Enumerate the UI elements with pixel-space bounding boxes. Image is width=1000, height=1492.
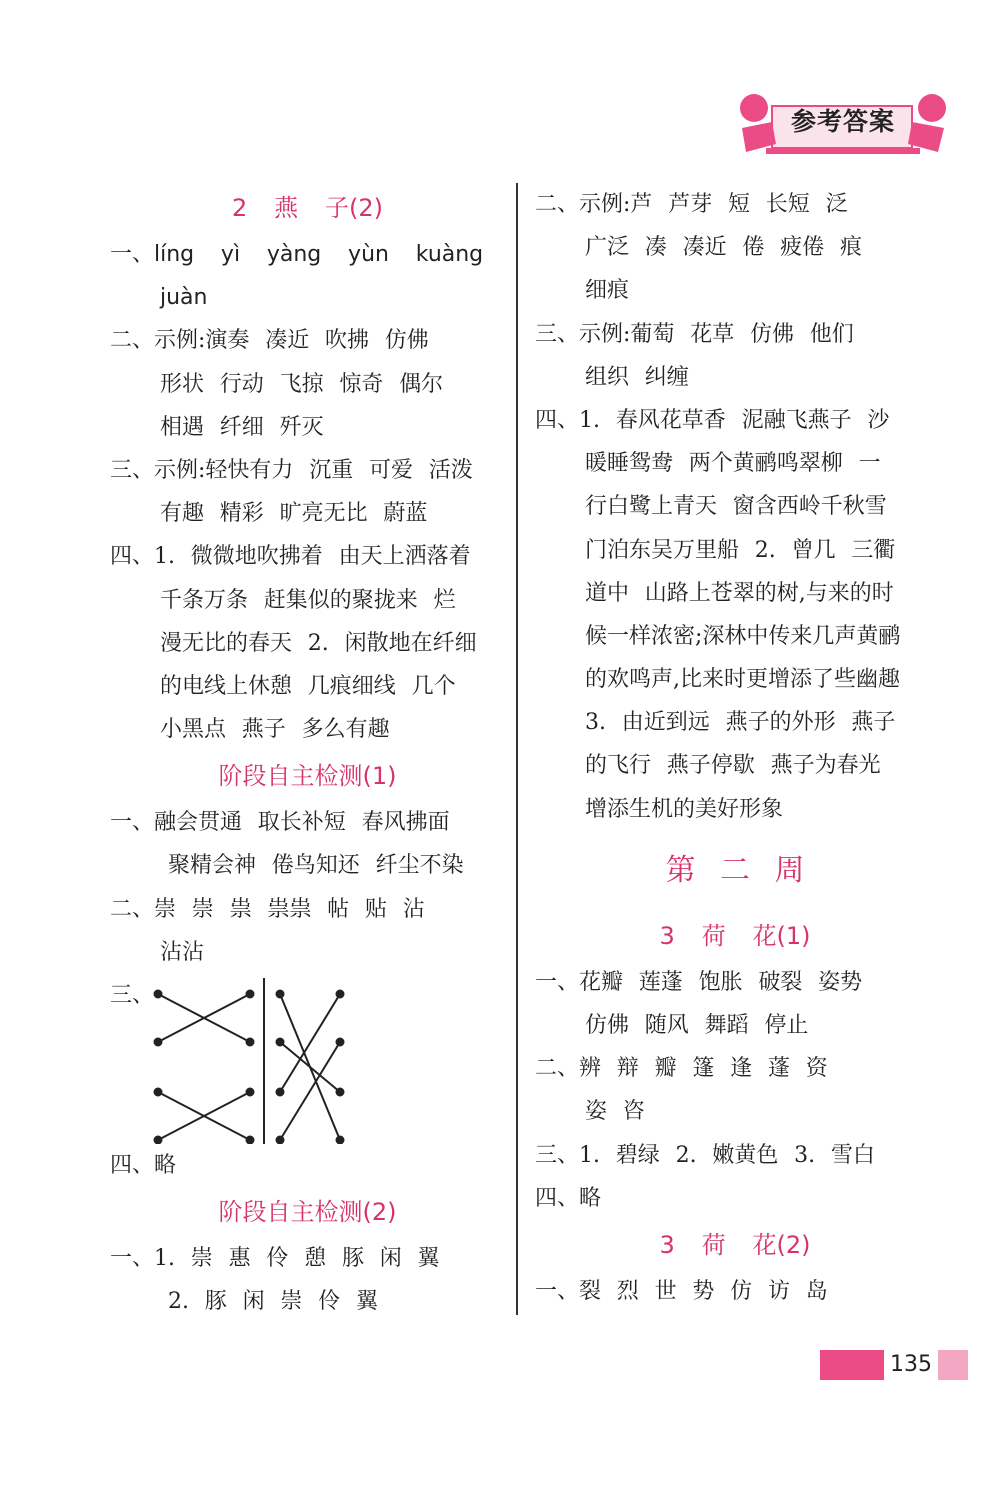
answer-line: 有趣 精彩 旷亮无比 蔚蓝 [160, 501, 428, 527]
answer-line: 聚精会神 倦鸟知还 纤尘不染 [168, 853, 464, 879]
section-heading: 阶段自主检测(1) [218, 762, 397, 791]
answer-line: 四、略 [535, 1185, 602, 1211]
answer-line: juàn [160, 285, 208, 311]
answer-line: 三、示例:葡萄 花草 仿佛 他们 [535, 321, 854, 347]
page-number-area [820, 1346, 970, 1384]
answer-line: 二、示例:芦 芦芽 短 长短 泛 [535, 192, 848, 217]
answer-line: 千条万条 赶集似的聚拢来 烂 [160, 587, 456, 613]
answer-line: 形状 行动 飞掠 惊奇 偶尔 [160, 371, 444, 397]
answer-line: 的飞行 燕子停歇 燕子为春光 [585, 753, 881, 779]
answer-line: 3. 由近到远 燕子的外形 燕子 [585, 710, 896, 736]
answer-line: 一、融会贯通 取长补短 春风拂面 [110, 810, 450, 836]
answer-line: 一、裂 烈 世 势 仿 访 岛 [535, 1278, 828, 1304]
answer-line: 一、花瓣 莲蓬 饱胀 破裂 姿势 [535, 969, 863, 995]
answer-line: 四、1. 微微地吹拂着 由天上洒落着 [110, 544, 471, 570]
answer-line: 暖睡鸳鸯 两个黄鹂鸣翠柳 一 [585, 451, 881, 477]
answer-line: 姿 咨 [585, 1099, 645, 1125]
answer-line: 四、略 [110, 1153, 177, 1178]
answer-line: 门泊东吴万里船 2. 曾几 三衢 [585, 537, 896, 563]
answer-line: 行白鹭上青天 窗含西岭千秋雪 [585, 494, 887, 520]
left-column [110, 183, 505, 1324]
answer-key-badge [732, 92, 954, 158]
answer-line: 二、示例:演奏 凑近 吹拂 仿佛 [110, 328, 429, 354]
answer-line: 小黑点 燕子 多么有趣 [160, 717, 390, 743]
answer-line: 四、1. 春风花草香 泥融飞燕子 沙 [535, 407, 890, 433]
column-divider [516, 183, 518, 1315]
answer-line: 沾沾 [160, 939, 205, 965]
answer-line: 2. 豚 闲 崇 伶 翼 [168, 1289, 378, 1315]
answer-line: 漫无比的春天 2. 闲散地在纤细 [160, 630, 477, 656]
answer-line: 三、示例:轻快有力 沉重 可爱 活泼 [110, 457, 473, 483]
section-heading: 3 荷 花(2) [659, 1230, 811, 1259]
answer-line: 一、1. 崇 惠 伶 憩 豚 闲 翼 [110, 1246, 440, 1272]
answer-line: 一、líng yì yàng yùn kuàng [110, 242, 484, 267]
section-heading: 2 燕 子(2) [232, 194, 383, 222]
week-heading: 第 二 周 [665, 852, 805, 888]
answer-line: 广泛 凑 凑近 倦 疲倦 痕 [585, 235, 862, 261]
right-column [535, 183, 935, 1313]
page-number: 135 [890, 1352, 932, 1377]
badge-title: 参考答案 [790, 107, 895, 136]
answer-line: 二、辨 辩 瓣 篷 逢 蓬 资 [535, 1056, 828, 1082]
answer-line: 候一样浓密;深林中传来几声黄鹂 [585, 623, 901, 649]
answer-line: 细痕 [585, 278, 630, 304]
answer-line: 道中 山路上苍翠的树,与来的时 [585, 580, 894, 606]
matching-diagram [110, 974, 505, 1144]
section-heading: 阶段自主检测(2) [218, 1198, 397, 1227]
answer-line: 的电线上休憩 几痕细线 几个 [160, 673, 456, 699]
answer-line: 三、1. 碧绿 2. 嫩黄色 3. 雪白 [535, 1142, 875, 1168]
answer-line: 仿佛 随风 舞蹈 停止 [585, 1013, 809, 1038]
matching-label: 三、 [110, 983, 155, 1008]
answer-line: 增添生机的美好形象 [585, 796, 784, 822]
answer-line: 的欢鸣声,比来时更增添了些幽趣 [585, 667, 900, 693]
answer-line: 二、崇 崇 祟 祟祟 帖 贴 沾 [110, 896, 425, 922]
page-decoration [938, 1350, 968, 1380]
section-heading: 3 荷 花(1) [659, 921, 811, 950]
answer-line: 相遇 纤细 歼灭 [160, 414, 324, 440]
page-decoration [820, 1350, 884, 1380]
matching-lines-icon [152, 974, 352, 1144]
answer-line: 组织 纠缠 [585, 364, 689, 390]
